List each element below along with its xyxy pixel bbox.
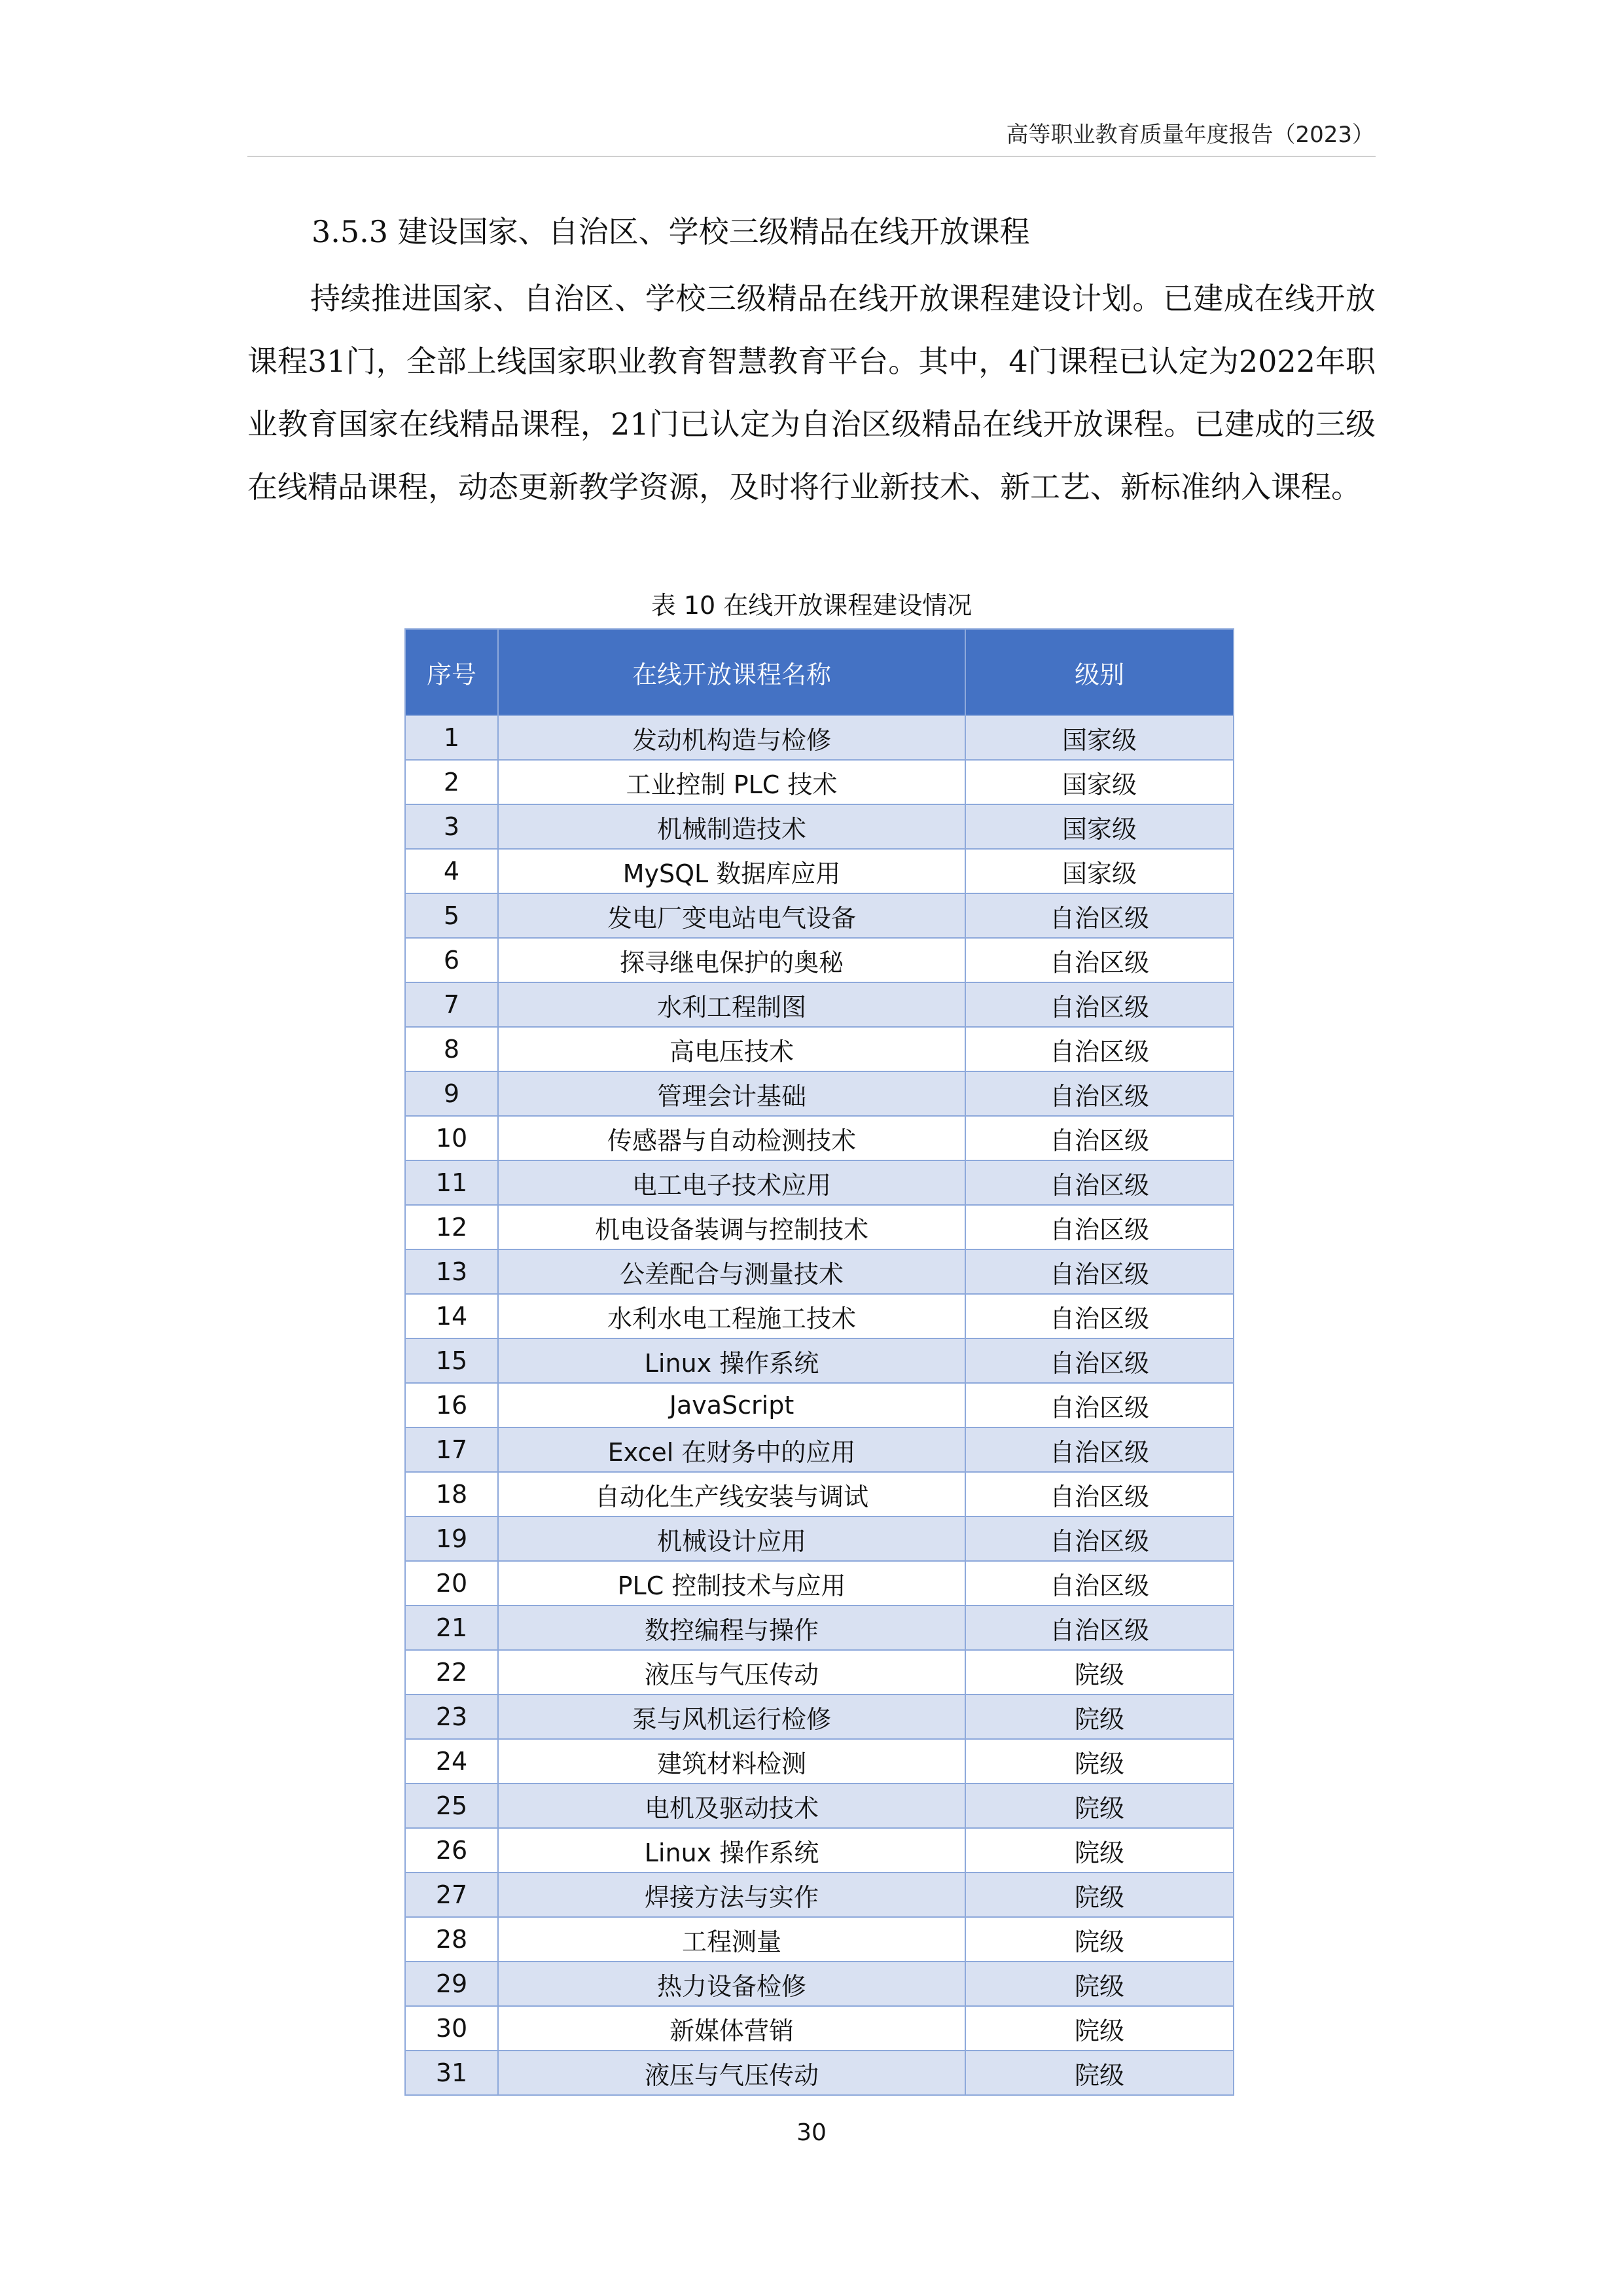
- level-cell: 院级: [965, 1695, 1234, 1739]
- row-number-cell: 26: [405, 1828, 498, 1873]
- row-number-cell: 4: [405, 849, 498, 893]
- level-cell: 自治区级: [965, 1605, 1234, 1650]
- row-number-cell: 16: [405, 1383, 498, 1427]
- table-row: [405, 1739, 1234, 1784]
- table-row: [405, 1605, 1234, 1650]
- row-number-cell: 2: [405, 760, 498, 804]
- row-number-cell: 7: [405, 982, 498, 1027]
- level-cell: 自治区级: [965, 1071, 1234, 1116]
- table-row: [405, 1650, 1234, 1695]
- course-name-cell: 焊接方法与实作: [498, 1873, 965, 1917]
- course-name-cell: 传感器与自动检测技术: [498, 1116, 965, 1160]
- level-cell: 院级: [965, 1650, 1234, 1695]
- row-number-cell: 27: [405, 1873, 498, 1917]
- level-cell: 院级: [965, 1917, 1234, 1962]
- course-name-cell: 发电厂变电站电气设备: [498, 893, 965, 938]
- table-row: [405, 1917, 1234, 1962]
- course-name-cell: 工业控制 PLC 技术: [498, 760, 965, 804]
- row-number-cell: 31: [405, 2051, 498, 2095]
- table-row: [405, 1294, 1234, 1338]
- table-row: [405, 1205, 1234, 1249]
- table-row: [405, 1695, 1234, 1739]
- course-name-cell: 机电设备装调与控制技术: [498, 1205, 965, 1249]
- table-row: [405, 1071, 1234, 1116]
- level-cell: 院级: [965, 1873, 1234, 1917]
- table-body: [405, 715, 1234, 2095]
- course-name-cell: 电工电子技术应用: [498, 1160, 965, 1205]
- page-number: 30: [796, 2119, 827, 2146]
- row-number-cell: 29: [405, 1962, 498, 2006]
- row-number-cell: 10: [405, 1116, 498, 1160]
- table-row: [405, 1962, 1234, 2006]
- level-cell: 院级: [965, 2051, 1234, 2095]
- column-header-number: 序号: [405, 629, 498, 715]
- table-row: [405, 1873, 1234, 1917]
- course-name-cell: 新媒体营销: [498, 2006, 965, 2051]
- level-cell: 国家级: [965, 849, 1234, 893]
- course-name-cell: 工程测量: [498, 1917, 965, 1962]
- level-cell: 自治区级: [965, 938, 1234, 982]
- course-name-cell: Linux 操作系统: [498, 1828, 965, 1873]
- row-number-cell: 8: [405, 1027, 498, 1071]
- row-number-cell: 25: [405, 1784, 498, 1828]
- level-cell: 自治区级: [965, 1294, 1234, 1338]
- row-number-cell: 30: [405, 2006, 498, 2051]
- course-name-cell: 自动化生产线安装与调试: [498, 1472, 965, 1516]
- row-number-cell: 13: [405, 1249, 498, 1294]
- course-name-cell: 水利水电工程施工技术: [498, 1294, 965, 1338]
- course-name-cell: 高电压技术: [498, 1027, 965, 1071]
- course-name-cell: 数控编程与操作: [498, 1605, 965, 1650]
- row-number-cell: 11: [405, 1160, 498, 1205]
- table-row: [405, 715, 1234, 760]
- level-cell: 院级: [965, 1739, 1234, 1784]
- table-row: [405, 1472, 1234, 1516]
- table-row: [405, 1516, 1234, 1561]
- level-cell: 国家级: [965, 760, 1234, 804]
- table-row: [405, 1249, 1234, 1294]
- table-row: [405, 804, 1234, 849]
- level-cell: 院级: [965, 2006, 1234, 2051]
- table-row: [405, 1561, 1234, 1605]
- table-row: [405, 2051, 1234, 2095]
- level-cell: 国家级: [965, 715, 1234, 760]
- row-number-cell: 22: [405, 1650, 498, 1695]
- row-number-cell: 6: [405, 938, 498, 982]
- course-name-cell: 电机及驱动技术: [498, 1784, 965, 1828]
- table-row: [405, 982, 1234, 1027]
- level-cell: 院级: [965, 1784, 1234, 1828]
- row-number-cell: 18: [405, 1472, 498, 1516]
- row-number-cell: 17: [405, 1427, 498, 1472]
- course-name-cell: 探寻继电保护的奥秘: [498, 938, 965, 982]
- course-name-cell: Linux 操作系统: [498, 1338, 965, 1383]
- row-number-cell: 5: [405, 893, 498, 938]
- level-cell: 自治区级: [965, 1427, 1234, 1472]
- level-cell: 自治区级: [965, 1472, 1234, 1516]
- row-number-cell: 19: [405, 1516, 498, 1561]
- level-cell: 院级: [965, 1828, 1234, 1873]
- level-cell: 自治区级: [965, 1383, 1234, 1427]
- row-number-cell: 12: [405, 1205, 498, 1249]
- course-name-cell: 水利工程制图: [498, 982, 965, 1027]
- row-number-cell: 3: [405, 804, 498, 849]
- level-cell: 自治区级: [965, 1205, 1234, 1249]
- table-row: [405, 893, 1234, 938]
- level-cell: 自治区级: [965, 1116, 1234, 1160]
- level-cell: 自治区级: [965, 1516, 1234, 1561]
- row-number-cell: 15: [405, 1338, 498, 1383]
- table-row: [405, 1427, 1234, 1472]
- course-name-cell: Excel 在财务中的应用: [498, 1427, 965, 1472]
- level-cell: 院级: [965, 1962, 1234, 2006]
- table-caption: 表 10 在线开放课程建设情况: [651, 591, 972, 620]
- course-name-cell: 机械制造技术: [498, 804, 965, 849]
- course-name-cell: 液压与气压传动: [498, 2051, 965, 2095]
- table-header-row: [405, 629, 1234, 715]
- table-row: [405, 1828, 1234, 1873]
- course-name-cell: 管理会计基础: [498, 1071, 965, 1116]
- body-paragraph: 持续推进国家、自治区、学校三级精品在线开放课程建设计划。已建成在线开放课程31门，全部上线国家职业教育智慧教育平台。其中，4门课程已认定为2022年职业教育国家在线精品课程，21门已认定为自治区级精品在线开放课程。已建成的三级在线精品课程，动态更新教学资源，及时将行业新技术、新工艺、新标准纳入课程。: [247, 281, 1376, 505]
- row-number-cell: 1: [405, 715, 498, 760]
- row-number-cell: 24: [405, 1739, 498, 1784]
- course-name-cell: 液压与气压传动: [498, 1650, 965, 1695]
- table-row: [405, 2006, 1234, 2051]
- section-heading: 3.5.3 建设国家、自治区、学校三级精品在线开放课程: [312, 214, 1030, 249]
- level-cell: 自治区级: [965, 1249, 1234, 1294]
- running-header: 高等职业教育质量年度报告（2023）: [1006, 122, 1374, 148]
- table-row: [405, 760, 1234, 804]
- course-name-cell: 泵与风机运行检修: [498, 1695, 965, 1739]
- row-number-cell: 9: [405, 1071, 498, 1116]
- table-row: [405, 1784, 1234, 1828]
- table-row: [405, 1116, 1234, 1160]
- course-name-cell: 发动机构造与检修: [498, 715, 965, 760]
- header-divider: [247, 156, 1376, 157]
- level-cell: 自治区级: [965, 1160, 1234, 1205]
- table-row: [405, 1027, 1234, 1071]
- level-cell: 自治区级: [965, 1027, 1234, 1071]
- course-name-cell: 机械设计应用: [498, 1516, 965, 1561]
- course-table: [404, 628, 1234, 2096]
- course-name-cell: JavaScript: [498, 1383, 965, 1427]
- course-name-cell: MySQL 数据库应用: [498, 849, 965, 893]
- table-row: [405, 1160, 1234, 1205]
- course-name-cell: 建筑材料检测: [498, 1739, 965, 1784]
- row-number-cell: 28: [405, 1917, 498, 1962]
- table-row: [405, 1338, 1234, 1383]
- course-name-cell: 热力设备检修: [498, 1962, 965, 2006]
- table-row: [405, 938, 1234, 982]
- table-row: [405, 1383, 1234, 1427]
- table-row: [405, 849, 1234, 893]
- row-number-cell: 23: [405, 1695, 498, 1739]
- level-cell: 自治区级: [965, 893, 1234, 938]
- row-number-cell: 20: [405, 1561, 498, 1605]
- column-header-level: 级别: [965, 629, 1234, 715]
- column-header-course-name: 在线开放课程名称: [498, 629, 965, 715]
- level-cell: 国家级: [965, 804, 1234, 849]
- course-name-cell: PLC 控制技术与应用: [498, 1561, 965, 1605]
- row-number-cell: 21: [405, 1605, 498, 1650]
- course-name-cell: 公差配合与测量技术: [498, 1249, 965, 1294]
- level-cell: 自治区级: [965, 982, 1234, 1027]
- row-number-cell: 14: [405, 1294, 498, 1338]
- level-cell: 自治区级: [965, 1338, 1234, 1383]
- level-cell: 自治区级: [965, 1561, 1234, 1605]
